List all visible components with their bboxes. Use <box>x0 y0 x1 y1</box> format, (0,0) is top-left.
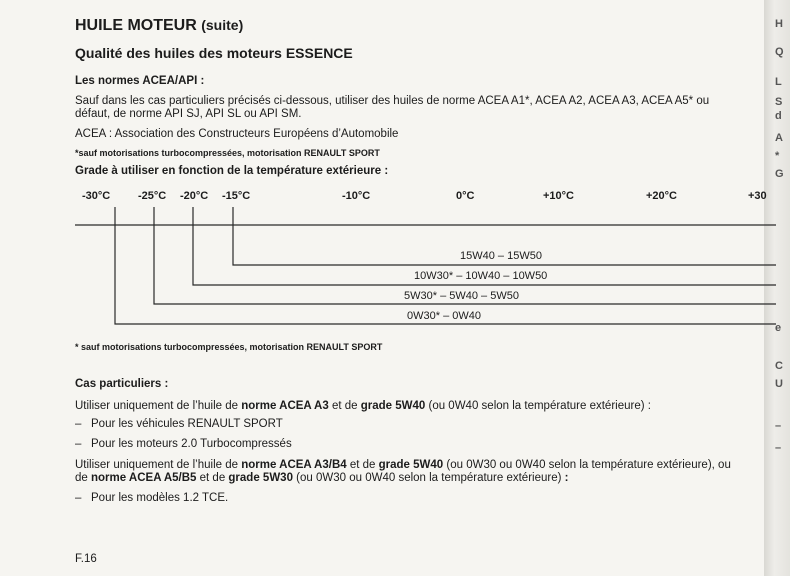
text-run: et de <box>346 459 379 471</box>
section-subtitle: Qualité des huiles des moteurs ESSENCE <box>75 45 353 61</box>
edge-char: – <box>775 442 782 454</box>
temp-label: +10°C <box>543 190 575 202</box>
special-cases-heading: Cas particuliers : <box>75 378 169 390</box>
temp-label: -10°C <box>342 190 371 202</box>
text-run-bold: : <box>564 472 569 484</box>
text-run: de <box>75 472 91 484</box>
edge-char: H <box>775 18 783 30</box>
special-paragraph-2 <box>75 459 731 472</box>
text-run: (ou 0W40 selon la température extérieure) : <box>425 400 651 412</box>
bullet-text: Pour les véhicules RENAULT SPORT <box>91 418 283 430</box>
text-run-bold: norme ACEA A3/B4 <box>241 459 347 471</box>
norms-footnote: *sauf motorisations turbocompressées, motorisation RENAULT SPORT <box>75 148 380 158</box>
special-bullet-2 <box>75 438 292 451</box>
text-run: Utiliser uniquement de l’huile de <box>75 400 242 412</box>
page-title-suffix: (suite) <box>201 17 244 33</box>
special-bullet-3 <box>75 492 228 505</box>
page-title-text: HUILE MOTEUR <box>75 17 197 34</box>
bullet-dash: – <box>75 492 82 504</box>
temp-label: -25°C <box>138 190 167 202</box>
acea-definition: ACEA : Association des Constructeurs Européens d’Automobile <box>75 128 399 140</box>
edge-char: L <box>775 76 782 88</box>
text-run-bold: grade 5W40 <box>378 459 444 471</box>
page-number: F.16 <box>75 553 97 565</box>
grade-heading: Grade à utiliser en fonction de la température extérieure : <box>75 165 389 177</box>
bullet-dash: – <box>75 418 82 430</box>
text-run-bold: grade 5W40 <box>360 400 426 412</box>
norms-line-1: Sauf dans les cas particuliers précisés ci-dessous, utiliser des huiles de norme ACEA A1*, ACEA A2, ACEA A3, ACEA A5* ou <box>75 95 710 107</box>
text-run-bold: norme ACEA A5/B5 <box>91 472 197 484</box>
grade-range-label: 10W30* – 10W40 – 10W50 <box>414 270 548 282</box>
edge-char: e <box>775 322 782 334</box>
edge-char: G <box>775 168 784 180</box>
temp-label: 0°C <box>456 190 475 202</box>
text-run: et de <box>328 400 361 412</box>
bullet-dash: – <box>75 438 82 450</box>
temp-label: -20°C <box>180 190 209 202</box>
edge-char: C <box>775 360 783 372</box>
edge-char: U <box>775 378 783 390</box>
text-run: (ou 0W30 ou 0W40 selon la température extérieure) <box>292 472 565 484</box>
edge-char: A <box>775 132 783 144</box>
edge-char: – <box>775 420 782 432</box>
norms-heading: Les normes ACEA/API : <box>75 75 205 87</box>
bullet-text: Pour les modèles 1.2 TCE. <box>91 492 229 504</box>
text-run-bold: grade 5W30 <box>228 472 293 484</box>
text-run: Utiliser uniquement de l’huile de <box>75 459 242 471</box>
edge-char: * <box>775 150 780 162</box>
edge-char: S <box>775 96 783 108</box>
grade-range-label: 5W30* – 5W40 – 5W50 <box>404 290 519 302</box>
special-bullet-1 <box>75 418 283 431</box>
edge-char: Q <box>775 46 784 58</box>
norms-line-2: défaut, de norme API SJ, API SL ou API SM. <box>75 108 302 120</box>
temp-label: -30°C <box>82 190 111 202</box>
temp-label: +20°C <box>646 190 678 202</box>
grade-footnote: * sauf motorisations turbocompressées, motorisation RENAULT SPORT <box>75 342 383 352</box>
temp-label: -15°C <box>222 190 251 202</box>
grade-range-label: 15W40 – 15W50 <box>460 250 542 262</box>
text-run-bold: norme ACEA A3 <box>241 400 329 412</box>
bullet-text: Pour les moteurs 2.0 Turbocompressés <box>91 438 292 450</box>
special-paragraph-1 <box>75 400 651 413</box>
grade-range-label: 0W30* – 0W40 <box>407 310 481 322</box>
edge-char: d <box>775 110 782 122</box>
text-run: et de <box>196 472 229 484</box>
special-paragraph-3 <box>75 472 568 485</box>
text-run: (ou 0W30 ou 0W40 selon la température extérieure), ou <box>443 459 731 471</box>
temp-label: +30 <box>748 190 767 202</box>
